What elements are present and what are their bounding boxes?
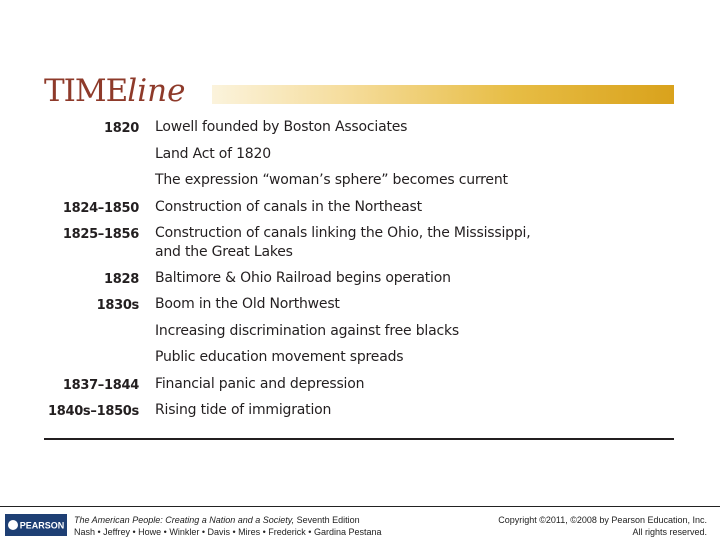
book-citation	[74, 514, 382, 538]
timeline-event: Rising tide of immigration	[155, 402, 332, 418]
book-title-line	[74, 514, 382, 526]
timeline-date: 1837–1844	[62, 378, 139, 393]
timeline-bottom-rule	[44, 438, 674, 440]
timeline-date: 1825–1856	[62, 227, 139, 242]
timeline-event: Land Act of 1820	[155, 146, 271, 162]
pearson-logo-circle	[8, 520, 18, 530]
timeline-row	[44, 171, 674, 198]
timeline-row	[44, 348, 674, 375]
timeline-event: Public education movement spreads	[155, 349, 404, 365]
timeline-row	[44, 198, 674, 224]
timeline-date: 1824–1850	[62, 201, 139, 216]
timeline-row	[44, 375, 674, 401]
timeline-event: Boom in the Old Northwest	[155, 296, 340, 312]
title-time: TIME	[44, 73, 128, 109]
timeline-row	[44, 401, 674, 427]
timeline-date: 1820	[104, 121, 139, 136]
title-gradient-bar	[212, 85, 674, 104]
title-line: line	[127, 73, 186, 109]
timeline-header	[44, 70, 674, 114]
timeline-row	[44, 269, 674, 295]
timeline-date	[44, 322, 139, 323]
book-authors: Nash • Jeffrey • Howe • Winkler • Davis • Mires • Frederick • Gardina Pestana	[74, 527, 382, 537]
timeline-row	[44, 145, 674, 171]
timeline-row	[44, 118, 674, 145]
timeline-event: The expression “woman’s sphere” becomes current	[155, 172, 508, 188]
rights-line: All rights reserved.	[632, 527, 707, 537]
timeline-row	[44, 322, 674, 348]
timeline-event: Lowell founded by Boston Associates	[155, 119, 408, 135]
timeline-event: Increasing discrimination against free blacks	[155, 323, 459, 339]
timeline-date: 1828	[104, 272, 139, 287]
pearson-logo-text: PEARSON	[19, 520, 65, 531]
timeline-event: Construction of canals in the Northeast	[155, 199, 422, 215]
timeline-date	[44, 171, 139, 172]
timeline-event-line1: Construction of canals linking the Ohio, the Mississippi,	[155, 225, 531, 241]
pearson-logo-mark	[7, 518, 65, 532]
timeline-date: 1830s	[96, 298, 139, 313]
timeline-date	[44, 145, 139, 146]
copyright-notice	[498, 514, 707, 538]
timeline-event: Baltimore & Ohio Railroad begins operation	[155, 270, 451, 286]
timeline-row	[44, 295, 674, 322]
slide-footer	[0, 506, 720, 541]
timeline-title	[44, 74, 185, 108]
book-edition: Seventh Edition	[294, 515, 360, 525]
copyright-line: Copyright ©2011, ©2008 by Pearson Education, Inc.	[498, 515, 707, 525]
timeline-date: 1840s–1850s	[47, 404, 139, 419]
book-title: The American People: Creating a Nation and a Society,	[74, 515, 295, 525]
timeline-row	[44, 224, 674, 269]
timeline-event-line2: and the Great Lakes	[155, 244, 293, 260]
pearson-logo	[5, 514, 67, 536]
timeline-list	[44, 118, 674, 427]
timeline-date	[44, 348, 139, 349]
timeline-event: Financial panic and depression	[155, 376, 365, 392]
timeline-event	[155, 224, 531, 262]
